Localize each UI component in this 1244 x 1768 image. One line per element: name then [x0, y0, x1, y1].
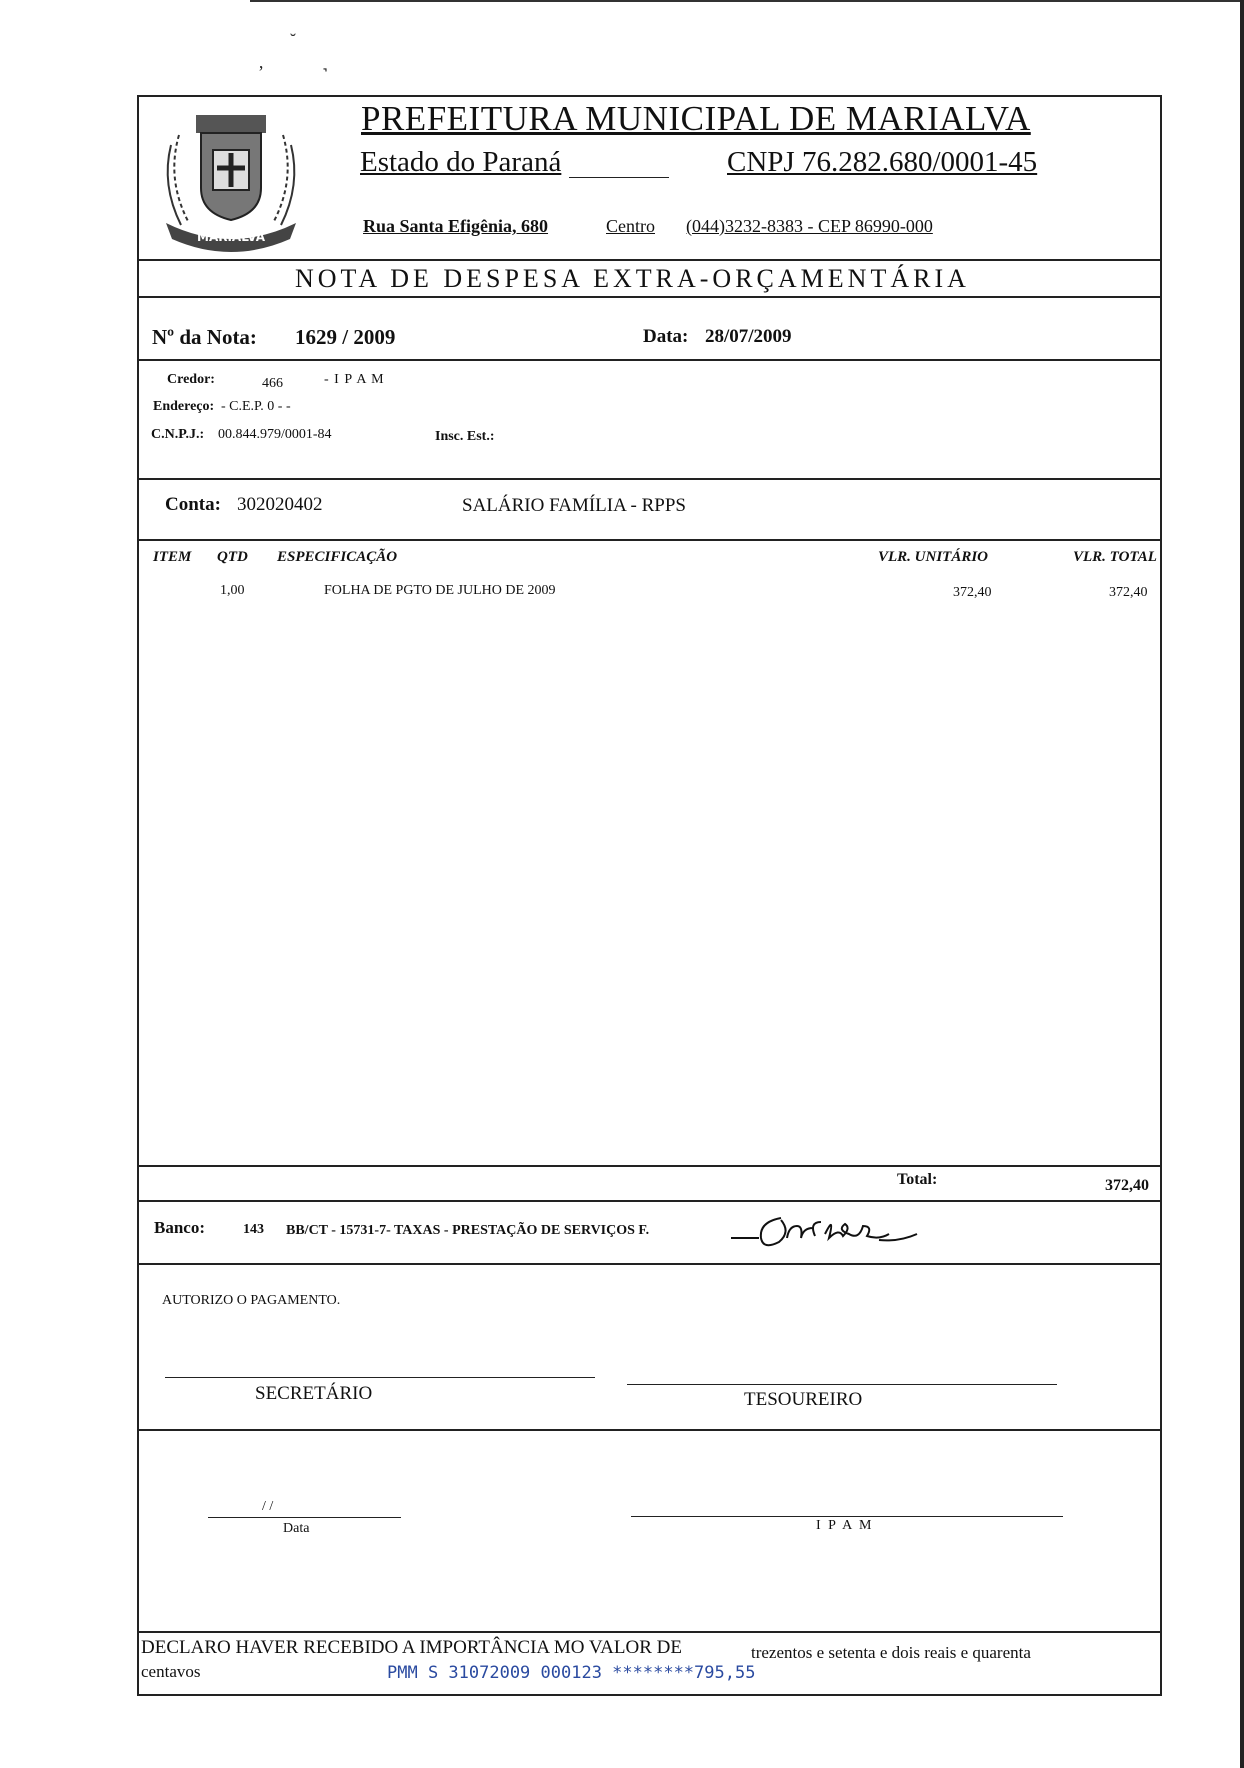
- conta-label: Conta:: [165, 494, 221, 515]
- date-value: 28/07/2009: [705, 326, 792, 347]
- col-header-qtd: QTD: [217, 549, 248, 565]
- receipt-date-label: Data: [283, 1521, 310, 1536]
- row-total: 372,40: [1109, 585, 1148, 600]
- header-underline-gap: [569, 177, 669, 178]
- credor-label: Credor:: [167, 372, 215, 387]
- tesoureiro-signature-line: [627, 1384, 1057, 1385]
- cnpj-header: CNPJ 76.282.680/0001-45: [727, 146, 1038, 178]
- total-value: 372,40: [1105, 1177, 1149, 1194]
- state-name: Estado do Paraná: [360, 146, 562, 178]
- col-header-spec: ESPECIFICAÇÃO: [277, 549, 398, 565]
- page-edge-top: [250, 0, 1244, 2]
- divider: [139, 539, 1160, 541]
- amount-in-words-cont: centavos: [141, 1662, 201, 1681]
- page-edge-right: [1240, 0, 1244, 1768]
- divider: [139, 1165, 1160, 1167]
- col-header-total: VLR. TOTAL: [1073, 549, 1157, 565]
- endereco-label: Endereço:: [153, 399, 215, 414]
- handwritten-signature: [729, 1210, 939, 1250]
- address: Rua Santa Efigênia, 680: [363, 216, 549, 236]
- svg-text:MARIALVA: MARIALVA: [197, 230, 265, 244]
- declaration-text: DECLARO HAVER RECEBIDO A IMPORTÂNCIA MO VALOR DE: [141, 1637, 682, 1658]
- row-unit: 372,40: [953, 585, 992, 600]
- divider: [139, 359, 1160, 361]
- banco-code: 143: [243, 1222, 264, 1237]
- date-label: Data:: [643, 326, 689, 347]
- scan-speck: ˺: [322, 64, 328, 84]
- authorization-text: AUTORIZO O PAGAMENTO.: [162, 1293, 341, 1308]
- municipal-crest-logo: [151, 105, 311, 255]
- col-header-unit: VLR. UNITÁRIO: [878, 549, 989, 565]
- district: Centro: [606, 216, 655, 236]
- recipient-label: I P A M: [816, 1518, 874, 1533]
- divider: [139, 478, 1160, 480]
- divider: [139, 296, 1160, 298]
- divider: [139, 259, 1160, 261]
- recipient-signature-line: [631, 1516, 1063, 1517]
- row-qtd: 1,00: [220, 583, 245, 598]
- divider: [139, 1200, 1160, 1202]
- divider: [139, 1429, 1160, 1431]
- scan-speck: ˘: [290, 30, 296, 50]
- nota-label: Nº da Nota:: [152, 325, 257, 349]
- endereco-value: - C.E.P. 0 - -: [221, 399, 291, 414]
- nota-number: 1629 / 2009: [295, 325, 396, 349]
- scan-speck: ʼ: [258, 62, 264, 82]
- document-title: NOTA DE DESPESA EXTRA-ORÇAMENTÁRIA: [295, 264, 970, 293]
- col-header-item: ITEM: [153, 549, 192, 565]
- divider: [139, 1263, 1160, 1265]
- amount-in-words: trezentos e setenta e dois reais e quarenta: [751, 1643, 1031, 1662]
- banco-label: Banco:: [154, 1218, 205, 1237]
- divider: [139, 1631, 1160, 1633]
- cnpj-label: C.N.P.J.:: [151, 427, 205, 442]
- row-spec: FOLHA DE PGTO DE JULHO DE 2009: [324, 583, 556, 598]
- receipt-date-line: [208, 1517, 401, 1518]
- prefeitura-title: PREFEITURA MUNICIPAL DE MARIALVA: [361, 99, 1031, 138]
- conta-description: SALÁRIO FAMÍLIA - RPPS: [462, 495, 686, 516]
- credor-cnpj: 00.844.979/0001-84: [218, 427, 332, 442]
- credor-name: - I P A M: [324, 372, 385, 387]
- secretario-label: SECRETÁRIO: [255, 1383, 373, 1404]
- date-slashes: / /: [262, 1499, 274, 1514]
- conta-number: 302020402: [237, 494, 323, 515]
- secretario-signature-line: [165, 1377, 595, 1378]
- insc-est-label: Insc. Est.:: [435, 429, 495, 444]
- tesoureiro-label: TESOUREIRO: [744, 1389, 863, 1410]
- expense-note-form: [137, 95, 1162, 1696]
- banco-description: BB/CT - 15731-7- TAXAS - PRESTAÇÃO DE SERVIÇOS F.: [286, 1223, 650, 1238]
- credor-code: 466: [262, 376, 283, 391]
- total-label: Total:: [897, 1171, 938, 1188]
- bank-stamp: PMM S 31072009 000123 ********795,55: [387, 1663, 756, 1683]
- phone-cep: (044)3232-8383 - CEP 86990-000: [686, 216, 933, 236]
